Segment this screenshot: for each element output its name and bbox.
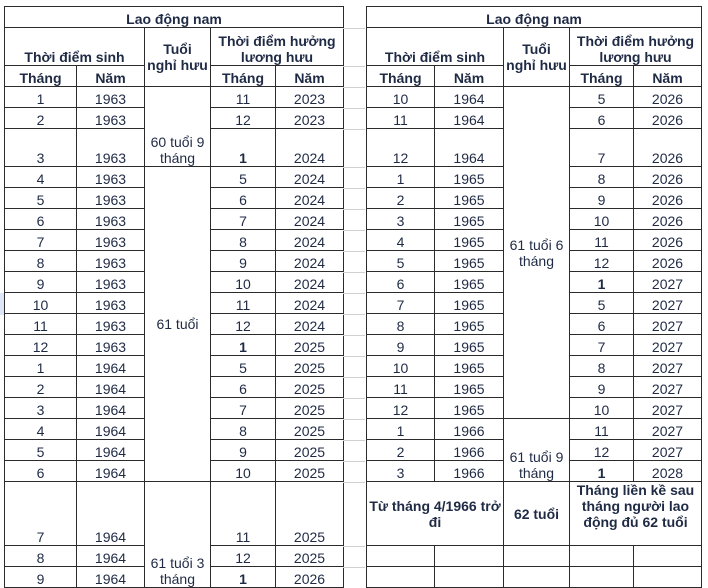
header-pension-time[interactable]: Thời điểm hưởng lương hưu (570, 28, 702, 66)
birth-year-cell[interactable]: 1964 (77, 356, 145, 377)
birth-year-cell[interactable]: 1964 (77, 440, 145, 461)
table-row (5, 482, 344, 546)
pension-year-cell[interactable]: 2025 (276, 377, 344, 398)
pension-month-cell[interactable]: 10 (570, 209, 634, 230)
pension-year-cell[interactable]: 2024 (276, 167, 344, 188)
birth-month-cell[interactable]: 2 (367, 440, 435, 461)
pension-month-cell[interactable]: 9 (570, 377, 634, 398)
birth-month-cell[interactable]: 3 (5, 398, 77, 419)
birth-month-cell[interactable]: 11 (5, 314, 77, 335)
gridline (343, 230, 365, 231)
birth-year-cell[interactable]: 1963 (77, 272, 145, 293)
retirement-age-cell[interactable]: 61 tuổi (145, 167, 211, 482)
pension-year-cell[interactable]: 2024 (276, 293, 344, 314)
birth-year-cell[interactable]: 1965 (435, 314, 504, 335)
birth-month-cell[interactable]: 5 (5, 188, 77, 209)
pension-year-cell[interactable]: 2024 (276, 129, 344, 167)
empty-cell[interactable] (367, 567, 435, 588)
pension-month-cell[interactable]: 8 (570, 167, 634, 188)
birth-month-cell[interactable]: 5 (367, 251, 435, 272)
pension-year-cell[interactable]: 2023 (276, 87, 344, 108)
birth-year-cell[interactable]: 1966 (435, 440, 504, 461)
birth-year-cell[interactable]: 1966 (435, 461, 504, 482)
pension-year-cell[interactable]: 2026 (634, 167, 702, 188)
birth-year-cell[interactable]: 1963 (77, 129, 145, 167)
birth-month-cell[interactable]: 1 (367, 167, 435, 188)
pension-month-cell[interactable]: 5 (570, 293, 634, 314)
table-title[interactable]: Lao động nam (367, 7, 702, 28)
birth-month-cell[interactable]: 1 (5, 87, 77, 108)
birth-month-cell[interactable]: 7 (5, 230, 77, 251)
birth-year-cell[interactable]: 1965 (435, 209, 504, 230)
pension-year-cell[interactable]: 2024 (276, 314, 344, 335)
pension-year-cell[interactable]: 2025 (276, 482, 344, 546)
birth-year-cell[interactable]: 1964 (435, 129, 504, 167)
birth-month-cell[interactable]: 8 (5, 251, 77, 272)
birth-month-cell[interactable]: 12 (5, 335, 77, 356)
pension-year-cell[interactable]: 2024 (276, 230, 344, 251)
pension-year-cell[interactable]: 2027 (634, 377, 702, 398)
birth-month-cell[interactable]: 9 (5, 567, 77, 588)
birth-year-cell[interactable]: 1963 (77, 108, 145, 129)
birth-month-cell[interactable]: 10 (367, 87, 435, 108)
pension-year-cell[interactable]: 2028 (634, 461, 702, 482)
gridline (343, 482, 365, 483)
birth-year-cell[interactable]: 1963 (77, 230, 145, 251)
final-age-cell[interactable]: 62 tuổi (504, 482, 570, 546)
subheader-pension-month[interactable]: Tháng (570, 66, 634, 87)
birth-year-cell[interactable]: 1965 (435, 356, 504, 377)
pension-month-cell[interactable]: 11 (570, 419, 634, 440)
birth-month-cell[interactable]: 4 (5, 419, 77, 440)
birth-year-cell[interactable]: 1963 (77, 251, 145, 272)
birth-year-cell[interactable]: 1964 (77, 567, 145, 588)
pension-year-cell[interactable]: 2025 (276, 546, 344, 567)
birth-year-cell[interactable]: 1965 (435, 167, 504, 188)
birth-year-cell[interactable]: 1963 (77, 209, 145, 230)
pension-month-cell[interactable]: 11 (570, 230, 634, 251)
pension-month-cell[interactable]: 6 (211, 188, 276, 209)
header-birth-time[interactable]: Thời điểm sinh (5, 28, 145, 66)
gridline (343, 398, 365, 399)
header-row (367, 28, 702, 66)
left-pension-table (4, 6, 344, 588)
pension-year-cell[interactable]: 2027 (634, 398, 702, 419)
birth-month-cell[interactable]: 9 (5, 272, 77, 293)
pension-month-cell[interactable]: 8 (570, 356, 634, 377)
pension-year-cell[interactable]: 2027 (634, 440, 702, 461)
empty-cell[interactable] (367, 546, 435, 567)
pension-year-cell[interactable]: 2024 (276, 188, 344, 209)
pension-year-cell[interactable]: 2026 (634, 188, 702, 209)
pension-year-cell[interactable]: 2027 (634, 272, 702, 293)
pension-year-cell[interactable]: 2024 (276, 272, 344, 293)
retirement-age-cell[interactable]: 61 tuổi 6 tháng (504, 87, 570, 419)
subheader-pension-year[interactable]: Năm (634, 66, 702, 87)
empty-cell[interactable] (504, 546, 570, 567)
final-row (367, 482, 702, 546)
pension-year-cell[interactable]: 2026 (634, 129, 702, 167)
pension-year-cell[interactable]: 2027 (634, 356, 702, 377)
retirement-age-cell[interactable]: 60 tuổi 9 tháng (145, 87, 211, 167)
pension-month-cell[interactable]: 1 (211, 129, 276, 167)
empty-cell[interactable] (504, 567, 570, 588)
birth-year-cell[interactable]: 1965 (435, 377, 504, 398)
gridline (343, 356, 365, 357)
birth-month-cell[interactable]: 8 (5, 546, 77, 567)
gridline (343, 188, 365, 189)
birth-month-cell[interactable]: 9 (367, 335, 435, 356)
gridline (343, 335, 365, 336)
subheader-pension-year[interactable]: Năm (276, 66, 344, 87)
gridline (343, 167, 365, 168)
pension-month-cell[interactable]: 10 (211, 461, 276, 482)
birth-year-cell[interactable]: 1965 (435, 272, 504, 293)
pension-year-cell[interactable]: 2024 (276, 251, 344, 272)
pension-month-cell[interactable]: 12 (570, 251, 634, 272)
pension-year-cell[interactable]: 2026 (634, 230, 702, 251)
pension-month-cell[interactable]: 12 (211, 546, 276, 567)
birth-year-cell[interactable]: 1965 (435, 335, 504, 356)
gridline (343, 87, 365, 88)
birth-month-cell[interactable]: 4 (367, 230, 435, 251)
birth-month-cell[interactable]: 12 (367, 398, 435, 419)
birth-year-cell[interactable]: 1964 (77, 461, 145, 482)
subheader-year[interactable]: Năm (77, 66, 145, 87)
empty-cell[interactable] (634, 567, 702, 588)
birth-month-cell[interactable]: 2 (5, 108, 77, 129)
birth-month-cell[interactable]: 11 (367, 108, 435, 129)
birth-month-cell[interactable]: 1 (5, 356, 77, 377)
birth-year-cell[interactable]: 1965 (435, 293, 504, 314)
birth-year-cell[interactable]: 1964 (77, 419, 145, 440)
pension-month-cell[interactable]: 1 (570, 461, 634, 482)
pension-year-cell[interactable]: 2027 (634, 335, 702, 356)
pension-month-cell[interactable]: 6 (211, 377, 276, 398)
pension-month-cell[interactable]: 1 (570, 272, 634, 293)
birth-month-cell[interactable]: 1 (367, 419, 435, 440)
pension-year-cell[interactable]: 2025 (276, 356, 344, 377)
birth-month-cell[interactable]: 2 (5, 377, 77, 398)
subheader-pension-month[interactable]: Tháng (211, 66, 276, 87)
header-retirement-age[interactable]: Tuổi nghỉ hưu (145, 28, 211, 87)
pension-year-cell[interactable]: 2026 (634, 108, 702, 129)
pension-month-cell[interactable]: 11 (211, 87, 276, 108)
gridline (343, 461, 365, 462)
pension-year-cell[interactable]: 2025 (276, 461, 344, 482)
subheader-month[interactable]: Tháng (367, 66, 435, 87)
pension-month-cell[interactable]: 1 (211, 335, 276, 356)
birth-year-cell[interactable]: 1965 (435, 398, 504, 419)
header-retirement-age[interactable]: Tuổi nghỉ hưu (504, 28, 570, 87)
pension-month-cell[interactable]: 6 (570, 314, 634, 335)
birth-month-cell[interactable]: 3 (367, 461, 435, 482)
birth-year-cell[interactable]: 1964 (435, 87, 504, 108)
birth-year-cell[interactable]: 1966 (435, 419, 504, 440)
birth-month-cell[interactable]: 10 (367, 356, 435, 377)
pension-year-cell[interactable]: 2025 (276, 419, 344, 440)
final-birth-cell[interactable]: Từ tháng 4/1966 trở đi (367, 482, 504, 546)
pension-month-cell[interactable]: 9 (211, 251, 276, 272)
pension-year-cell[interactable]: 2025 (276, 440, 344, 461)
birth-year-cell[interactable]: 1963 (77, 167, 145, 188)
pension-month-cell[interactable]: 7 (570, 129, 634, 167)
birth-month-cell[interactable]: 7 (5, 482, 77, 546)
final-pension-cell[interactable]: Tháng liền kề sau tháng người lao động đủ 62 tuổi (570, 482, 702, 546)
birth-year-cell[interactable]: 1963 (77, 335, 145, 356)
pension-month-cell[interactable]: 10 (211, 272, 276, 293)
birth-month-cell[interactable]: 10 (5, 293, 77, 314)
pension-month-cell[interactable]: 10 (570, 398, 634, 419)
pension-year-cell[interactable]: 2025 (276, 398, 344, 419)
table-row (5, 167, 344, 188)
birth-year-cell[interactable]: 1964 (77, 546, 145, 567)
pension-month-cell[interactable]: 6 (570, 108, 634, 129)
pension-month-cell[interactable]: 11 (211, 482, 276, 546)
pension-month-cell[interactable]: 9 (211, 440, 276, 461)
birth-year-cell[interactable]: 1965 (435, 230, 504, 251)
pension-month-cell[interactable]: 12 (211, 108, 276, 129)
empty-cell[interactable] (435, 567, 504, 588)
gridline (343, 440, 365, 441)
gridline (343, 129, 365, 130)
pension-month-cell[interactable]: 12 (211, 314, 276, 335)
subheader-month[interactable]: Tháng (5, 66, 77, 87)
empty-row (367, 567, 702, 588)
table-row (367, 419, 702, 440)
gridline (343, 567, 365, 568)
retirement-age-cell[interactable]: 61 tuổi 9 tháng (504, 419, 570, 482)
retirement-age-cell[interactable]: 61 tuổi 3 tháng (145, 482, 211, 588)
pension-month-cell[interactable]: 12 (570, 440, 634, 461)
birth-year-cell[interactable]: 1963 (77, 314, 145, 335)
gridline (343, 293, 365, 294)
header-row (5, 28, 344, 66)
pension-year-cell[interactable]: 2025 (276, 335, 344, 356)
birth-year-cell[interactable]: 1964 (77, 377, 145, 398)
gridline (343, 272, 365, 273)
gridline (343, 546, 365, 547)
pension-year-cell[interactable]: 2027 (634, 419, 702, 440)
pension-year-cell[interactable]: 2026 (634, 251, 702, 272)
birth-month-cell[interactable]: 12 (367, 129, 435, 167)
title-row (367, 7, 702, 28)
birth-year-cell[interactable]: 1964 (435, 108, 504, 129)
pension-month-cell[interactable]: 1 (211, 567, 276, 588)
pension-month-cell[interactable]: 8 (211, 230, 276, 251)
left-table-body (5, 7, 344, 588)
birth-month-cell[interactable]: 3 (5, 129, 77, 167)
birth-month-cell[interactable]: 6 (367, 272, 435, 293)
pension-month-cell[interactable]: 8 (211, 419, 276, 440)
birth-month-cell[interactable]: 11 (367, 377, 435, 398)
birth-month-cell[interactable]: 7 (367, 293, 435, 314)
birth-year-cell[interactable]: 1963 (77, 293, 145, 314)
birth-year-cell[interactable]: 1963 (77, 188, 145, 209)
gridline (343, 377, 365, 378)
pension-month-cell[interactable]: 7 (570, 335, 634, 356)
empty-cell[interactable] (435, 546, 504, 567)
pension-year-cell[interactable]: 2026 (634, 209, 702, 230)
pension-year-cell[interactable]: 2027 (634, 293, 702, 314)
table-row (367, 87, 702, 108)
header-birth-time[interactable]: Thời điểm sinh (367, 28, 504, 66)
pension-month-cell[interactable]: 5 (211, 167, 276, 188)
pension-year-cell[interactable]: 2024 (276, 209, 344, 230)
right-table-body (367, 7, 702, 588)
pension-month-cell[interactable]: 7 (211, 398, 276, 419)
table-title[interactable]: Lao động nam (5, 7, 344, 28)
gridline (343, 28, 365, 29)
pension-year-cell[interactable]: 2027 (634, 314, 702, 335)
birth-month-cell[interactable]: 3 (367, 209, 435, 230)
right-pension-table (366, 6, 702, 588)
empty-cell[interactable] (570, 567, 634, 588)
empty-cell[interactable] (634, 546, 702, 567)
pension-year-cell[interactable]: 2023 (276, 108, 344, 129)
birth-year-cell[interactable]: 1963 (77, 87, 145, 108)
birth-month-cell[interactable]: 6 (5, 209, 77, 230)
gridline (343, 419, 365, 420)
pension-month-cell[interactable]: 7 (211, 209, 276, 230)
gridline (343, 314, 365, 315)
pension-month-cell[interactable]: 11 (211, 293, 276, 314)
birth-month-cell[interactable]: 5 (5, 440, 77, 461)
subheader-year[interactable]: Năm (435, 66, 504, 87)
table-row (5, 87, 344, 108)
empty-row (367, 546, 702, 567)
birth-year-cell[interactable]: 1964 (77, 482, 145, 546)
gridline (343, 108, 365, 109)
title-row (5, 7, 344, 28)
pension-month-cell[interactable]: 5 (570, 87, 634, 108)
birth-month-cell[interactable]: 4 (5, 167, 77, 188)
birth-year-cell[interactable]: 1965 (435, 188, 504, 209)
pension-year-cell[interactable]: 2026 (276, 567, 344, 588)
gridline (343, 251, 365, 252)
pension-month-cell[interactable]: 9 (570, 188, 634, 209)
gridline (343, 66, 365, 67)
birth-month-cell[interactable]: 8 (367, 314, 435, 335)
empty-cell[interactable] (570, 546, 634, 567)
pension-month-cell[interactable]: 5 (211, 356, 276, 377)
birth-year-cell[interactable]: 1964 (77, 398, 145, 419)
gridline (343, 209, 365, 210)
birth-month-cell[interactable]: 2 (367, 188, 435, 209)
pension-year-cell[interactable]: 2026 (634, 87, 702, 108)
birth-year-cell[interactable]: 1965 (435, 251, 504, 272)
birth-month-cell[interactable]: 6 (5, 461, 77, 482)
header-pension-time[interactable]: Thời điểm hưởng lương hưu (211, 28, 344, 66)
